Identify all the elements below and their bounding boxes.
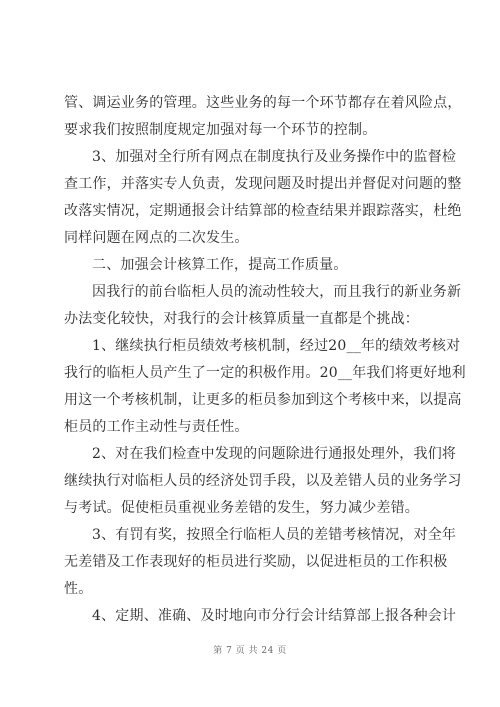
text-line: 无差错及工作表现好的柜员进行奖励，以促进柜员的工作积极 [64, 554, 448, 570]
page-footer-number: 第 7 页 共 24 页 [213, 646, 287, 656]
text-line: 4、定期、准确、及时地向市分行会计结算部上报各种会计 [92, 608, 457, 624]
text-line: 改落实情况，定期通报会计结算部的检查结果并跟踪落实，杜绝 [64, 203, 462, 219]
text-line: 性。 [64, 581, 93, 597]
text-line: 继续执行对临柜人员的经济处罚手段，以及差错人员的业务学习 [64, 473, 462, 489]
text-line: 查工作，并落实专人负责，发现问题及时提出并督促对问题的整 [64, 176, 462, 192]
text-line: 2、对在我们检查中发现的问题除进行通报处理外，我们将 [92, 446, 457, 462]
text-line: 办法变化较快，对我行的会计核算质量一直都是个挑战： [64, 311, 419, 327]
text-line: 1、继续执行柜员绩效考核机制，经过20__年的绩效考核对 [92, 338, 461, 354]
section-heading: 二、加强会计核算工作，提高工作质量。 [92, 257, 348, 273]
text-line: 3、有罚有奖，按照全行临柜人员的差错考核情况，对全年 [92, 527, 457, 543]
text-line: 管、调运业务的管理。这些业务的每一个环节都存在着风险点， [64, 95, 462, 111]
text-line: 要求我们按照制度规定加强对每一个环节的控制。 [64, 122, 377, 138]
text-line: 因我行的前台临柜人员的流动性较大，而且我行的新业务新 [92, 284, 462, 300]
text-line: 柜员的工作主动性与责任性。 [64, 419, 249, 435]
text-line: 我行的临柜人员产生了一定的积极作用。20__年我们将更好地利 [64, 365, 466, 381]
text-line: 用这一个考核机制，让更多的柜员参加到这个考核中来，以提高 [64, 392, 462, 408]
text-line: 与考试。促使柜员重视业务差错的发生，努力减少差错。 [64, 500, 419, 516]
text-line: 同样问题在网点的二次发生。 [64, 230, 249, 246]
text-line: 3、加强对全行所有网点在制度执行及业务操作中的监督检 [92, 149, 457, 165]
